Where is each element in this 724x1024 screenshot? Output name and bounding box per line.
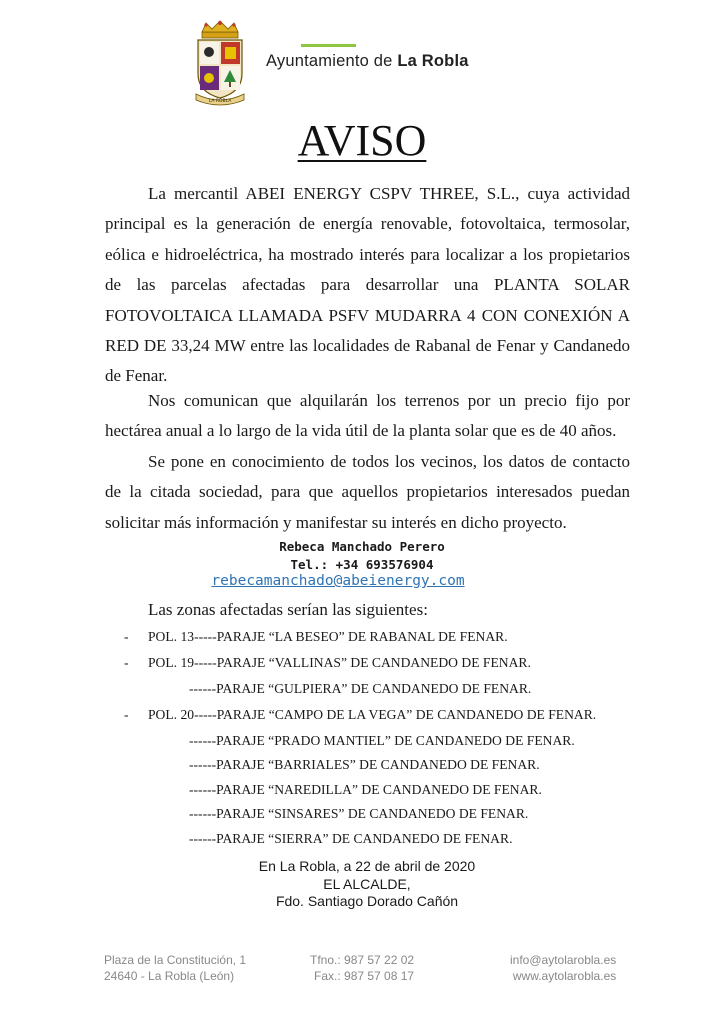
zone-item: POL. 13-----PARAJE “LA BESEO” DE RABANAL DE FENAR. [148,629,508,644]
document-title [0,116,724,166]
zone-item: ------PARAJE “PRADO MANTIEL” DE CANDANEDO DE FENAR. [189,733,575,748]
footer-fax: Fax.: 987 57 08 17 [314,968,415,983]
contact-name: Rebeca Manchado Perero [279,539,445,554]
contact-email-link[interactable]: rebecamanchado@abeienergy.com [211,573,465,589]
zone-item: ------PARAJE “BARRIALES” DE CANDANEDO DE FENAR. [189,757,540,772]
footer-address [104,953,246,984]
zone-item: ------PARAJE “GULPIERA” DE CANDANEDO DE FENAR. [189,681,532,696]
signature-role: EL ALCALDE, [323,876,411,892]
municipality-name [266,52,469,71]
footer-web-link[interactable]: www.aytolarobla.es [512,968,617,983]
zone-item: POL. 19-----PARAJE “VALLINAS” DE CANDANEDO DE FENAR. [148,655,531,670]
paragraph-notice: Se pone en conocimiento de todos los vecinos, los datos de contacto de la citada sociedad, para que aquellos propietarios interesados puedan solicitar más información y manifestar su interés en dicho proyecto. [105,452,630,532]
signature-signed: Fdo. Santiago Dorado Cañón [275,893,459,909]
title-text: AVISO [297,116,427,165]
footer-address-line1: Plaza de la Constitución, 1 [104,953,247,967]
footer-address-line2: 24640 - La Robla (León) [104,968,235,983]
zones-intro: Las zonas afectadas serían las siguientes: [148,600,428,619]
municipality-prefix: Ayuntamiento de [266,52,393,70]
municipality-town: La Robla [397,52,469,70]
paragraph-rental: Nos comunican que alquilarán los terrenos por un precio fijo por hectárea anual a lo largo de la vida útil de la planta solar que es de 40 años. [105,391,630,441]
footer-email-link[interactable]: info@aytolarobla.es [510,953,617,967]
zone-bullet: - [124,707,129,722]
zone-item: ------PARAJE “SIERRA” DE CANDANEDO DE FENAR. [189,831,513,846]
contact-phone: Tel.: +34 693576904 [290,557,434,572]
coat-of-arms-logo [192,20,248,106]
footer-online [510,953,616,984]
paragraph-intro: La mercantil ABEI ENERGY CSPV THREE, S.L., cuya actividad principal es la generación de energía renovable, fotovoltaica, termosolar, eólica e hidroeléctrica, ha mostrado interés para localizar a los propietarios de las parcelas afectadas para desarrollar una PLANTA SOLAR FOTOVOLTAICA LLAMADA PSFV MUDARRA 4 CON CONEXIÓN A RED DE 33,24 MW entre las localidades de Rabanal de Fenar y Candanedo de Fenar. [105,184,630,386]
zone-item: ------PARAJE “SINSARES” DE CANDANEDO DE FENAR. [189,806,529,821]
zone-item: POL. 20-----PARAJE “CAMPO DE LA VEGA” DE CANDANEDO DE FENAR. [148,707,597,722]
footer-phone: Tfno.: 987 57 22 02 [310,953,415,967]
zone-bullet: - [124,629,129,644]
header-accent-bar [301,44,356,47]
footer-phones [310,953,414,984]
crest-ribbon-text: LA ROBLA [208,99,232,104]
zone-item: ------PARAJE “NAREDILLA” DE CANDANEDO DE FENAR. [189,782,542,797]
signature-place-date: En La Robla, a 22 de abril de 2020 [258,858,476,874]
zone-bullet: - [124,655,129,670]
